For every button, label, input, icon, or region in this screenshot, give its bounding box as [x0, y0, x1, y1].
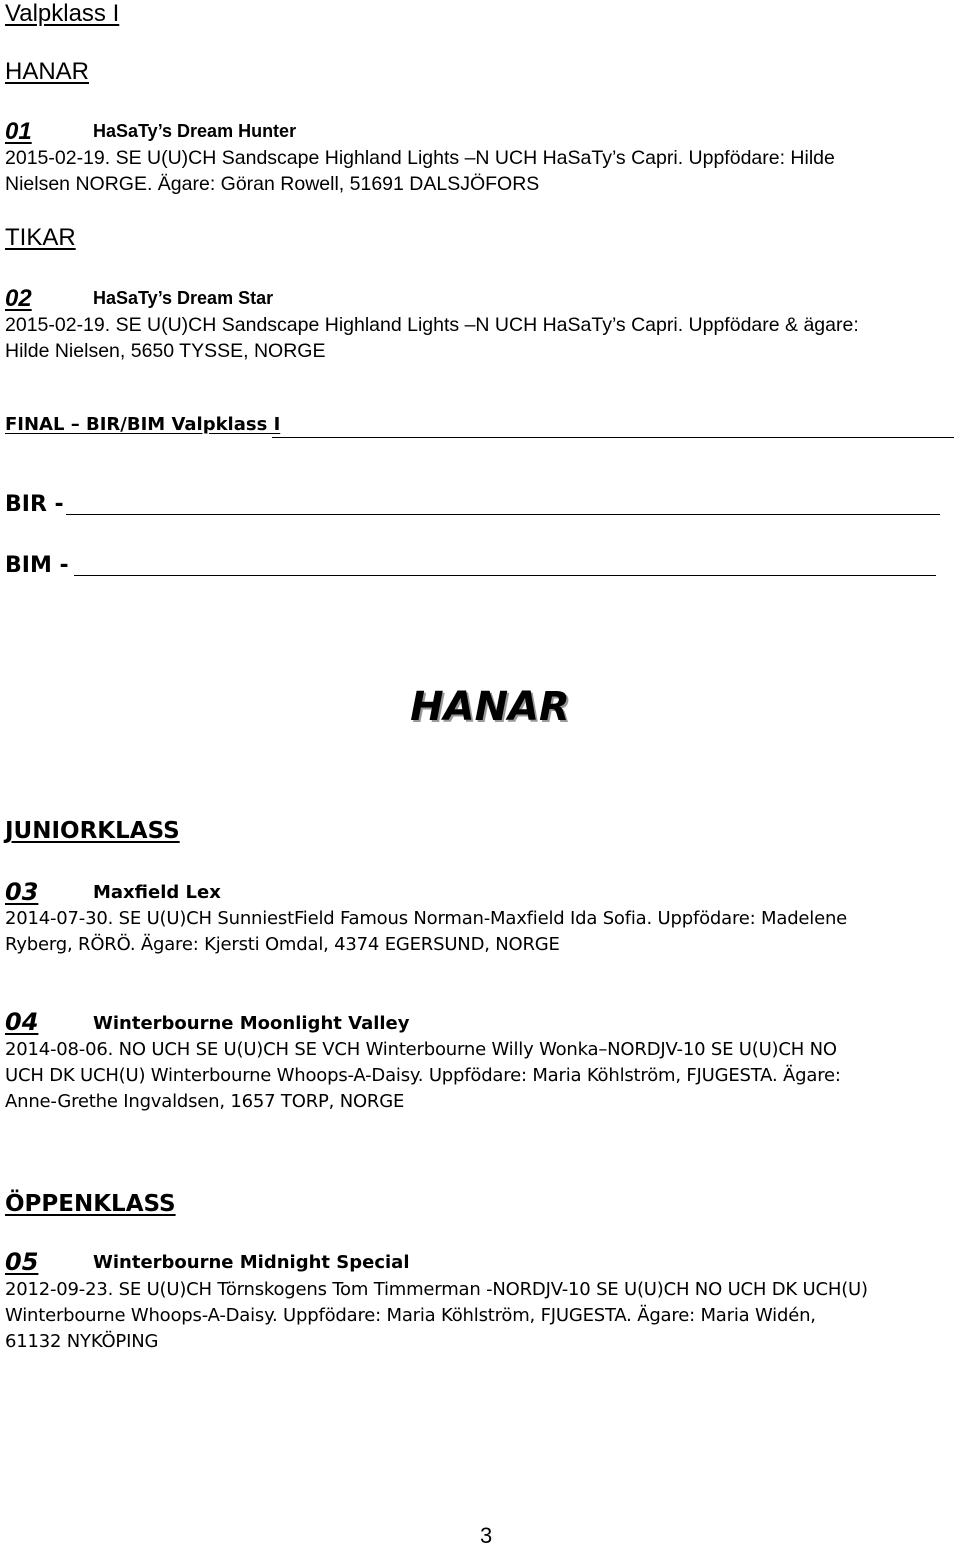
dog-name: Winterbourne Midnight Special — [93, 1252, 410, 1273]
entry-number: 05 — [5, 1248, 39, 1276]
entry-details-line: 2014-07-30. SE U(U)CH SunniestField Famous Norman-Maxfield Ida Sofia. Uppfödare: Madelene — [5, 908, 848, 929]
entry-details-line: 2012-09-23. SE U(U)CH Törnskogens Tom Timmerman -NORDJV-10 SE U(U)CH NO UCH DK UCH(U) — [5, 1279, 868, 1300]
entry-details-line: 61132 NYKÖPING — [5, 1331, 159, 1352]
bim-label: BIM - — [5, 553, 69, 578]
section-title-hanar: HANAR — [410, 684, 570, 730]
class-heading-juniorklass: JUNIORKLASS — [5, 818, 180, 844]
final-underline — [272, 437, 954, 438]
entry-details-line: Ryberg, RÖRÖ. Ägare: Kjersti Omdal, 4374 EGERSUND, NORGE — [5, 934, 560, 955]
final-heading: FINAL – BIR/BIM Valpklass I — [5, 414, 281, 435]
entry-details-line: 2015-02-19. SE U(U)CH Sandscape Highland Lights –N UCH HaSaTy’s Capri. Uppfödare: Hilde — [5, 147, 835, 169]
class-heading-oppenklass: ÖPPENKLASS — [5, 1191, 176, 1217]
entry-details-line: 2015-02-19. SE U(U)CH Sandscape Highland Lights –N UCH HaSaTy’s Capri. Uppfödare & ägare: — [5, 314, 859, 336]
bir-blank-line — [66, 514, 940, 515]
entry-details-line: Nielsen NORGE. Ägare: Göran Rowell, 51691 DALSJÖFORS — [5, 173, 540, 195]
entry-number: 03 — [5, 878, 39, 906]
bir-label: BIR - — [5, 492, 64, 517]
entry-number: 02 — [5, 285, 32, 312]
dog-name: Maxfield Lex — [93, 882, 221, 903]
entry-details-line: Hilde Nielsen, 5650 TYSSE, NORGE — [5, 340, 326, 362]
entry-details-line: UCH DK UCH(U) Winterbourne Whoops-A-Daisy. Uppfödare: Maria Köhlström, FJUGESTA. Ägare: — [5, 1065, 841, 1086]
dog-name: HaSaTy’s Dream Hunter — [93, 121, 297, 141]
sex-heading-tikar: TIKAR — [5, 224, 76, 251]
dog-name: Winterbourne Moonlight Valley — [93, 1013, 410, 1034]
entry-number: 04 — [5, 1008, 39, 1036]
bim-blank-line — [74, 575, 936, 576]
dog-name: HaSaTy’s Dream Star — [93, 288, 274, 308]
entry-number: 01 — [5, 118, 32, 145]
sex-heading-hanar: HANAR — [5, 58, 90, 85]
entry-details-line: Winterbourne Whoops-A-Daisy. Uppfödare: Maria Köhlström, FJUGESTA. Ägare: Maria Widén, — [5, 1305, 816, 1326]
entry-details-line: 2014-08-06. NO UCH SE U(U)CH SE VCH Winterbourne Willy Wonka–NORDJV-10 SE U(U)CH NO — [5, 1039, 837, 1060]
class-heading-valpklass: Valpklass I — [5, 0, 120, 27]
page-number: 3 — [480, 1523, 493, 1548]
entry-details-line: Anne-Grethe Ingvaldsen, 1657 TORP, NORGE — [5, 1091, 405, 1112]
